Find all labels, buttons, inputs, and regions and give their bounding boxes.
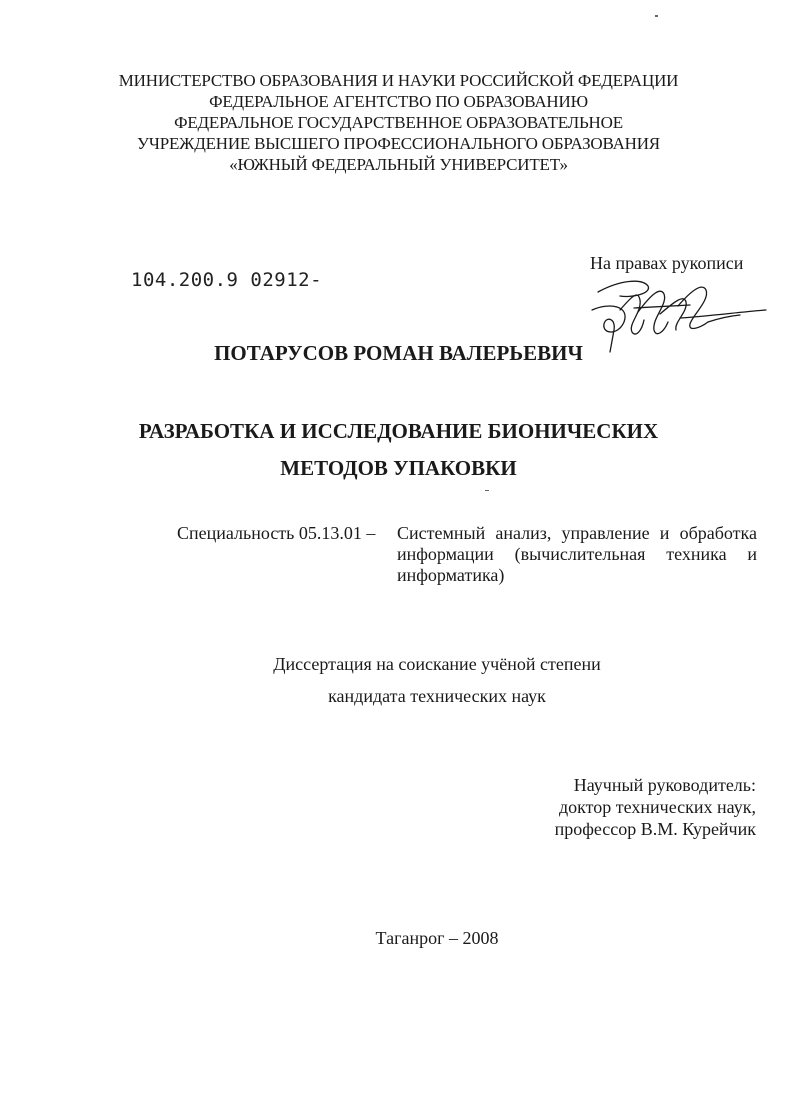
manuscript-note: На правах рукописи [590,253,744,273]
degree-line: Диссертация на соискание учёной степени [273,654,601,674]
scan-speck [655,15,658,17]
supervisor-line: доктор технических наук, [559,797,756,817]
dissertation-title [0,413,797,487]
specialty-description [397,523,757,586]
header-line: МИНИСТЕРСТВО ОБРАЗОВАНИЯ И НАУКИ РОССИЙСКОЙ ФЕДЕРАЦИИ [118,71,679,90]
degree-statement [0,648,797,712]
supervisor-block [555,774,756,840]
author-name: ПОТАРУСОВ РОМАН ВАЛЕРЬЕВИЧ [214,341,583,365]
header-line: ФЕДЕРАЛЬНОЕ АГЕНТСТВО ПО ОБРАЗОВАНИЮ [209,92,588,111]
specialty-line: Системный анализ, управление и обработка [397,523,757,543]
ministry-header [0,70,797,175]
registration-number: 104.200.9 02912- [131,269,323,291]
scan-speck [485,490,489,491]
supervisor-line: Научный руководитель: [573,775,756,795]
title-line: РАЗРАБОТКА И ИССЛЕДОВАНИЕ БИОНИЧЕСКИХ [138,419,659,443]
city-year: Таганрог – 2008 [375,928,499,948]
title-line: МЕТОДОВ УПАКОВКИ [280,456,517,480]
specialty-label: Специальность 05.13.01 – [177,523,376,543]
header-line: «ЮЖНЫЙ ФЕДЕРАЛЬНЫЙ УНИВЕРСИТЕТ» [229,155,568,174]
header-line: УЧРЕЖДЕНИЕ ВЫСШЕГО ПРОФЕССИОНАЛЬНОГО ОБРАЗОВАНИЯ [137,134,660,153]
degree-line: кандидата технических наук [328,686,546,706]
specialty-line: информации (вычислительная техника и [397,544,757,564]
supervisor-line: профессор В.М. Курейчик [554,819,756,839]
header-line: ФЕДЕРАЛЬНОЕ ГОСУДАРСТВЕННОЕ ОБРАЗОВАТЕЛЬНОЕ [174,113,623,132]
specialty-line: информатика) [397,565,505,585]
